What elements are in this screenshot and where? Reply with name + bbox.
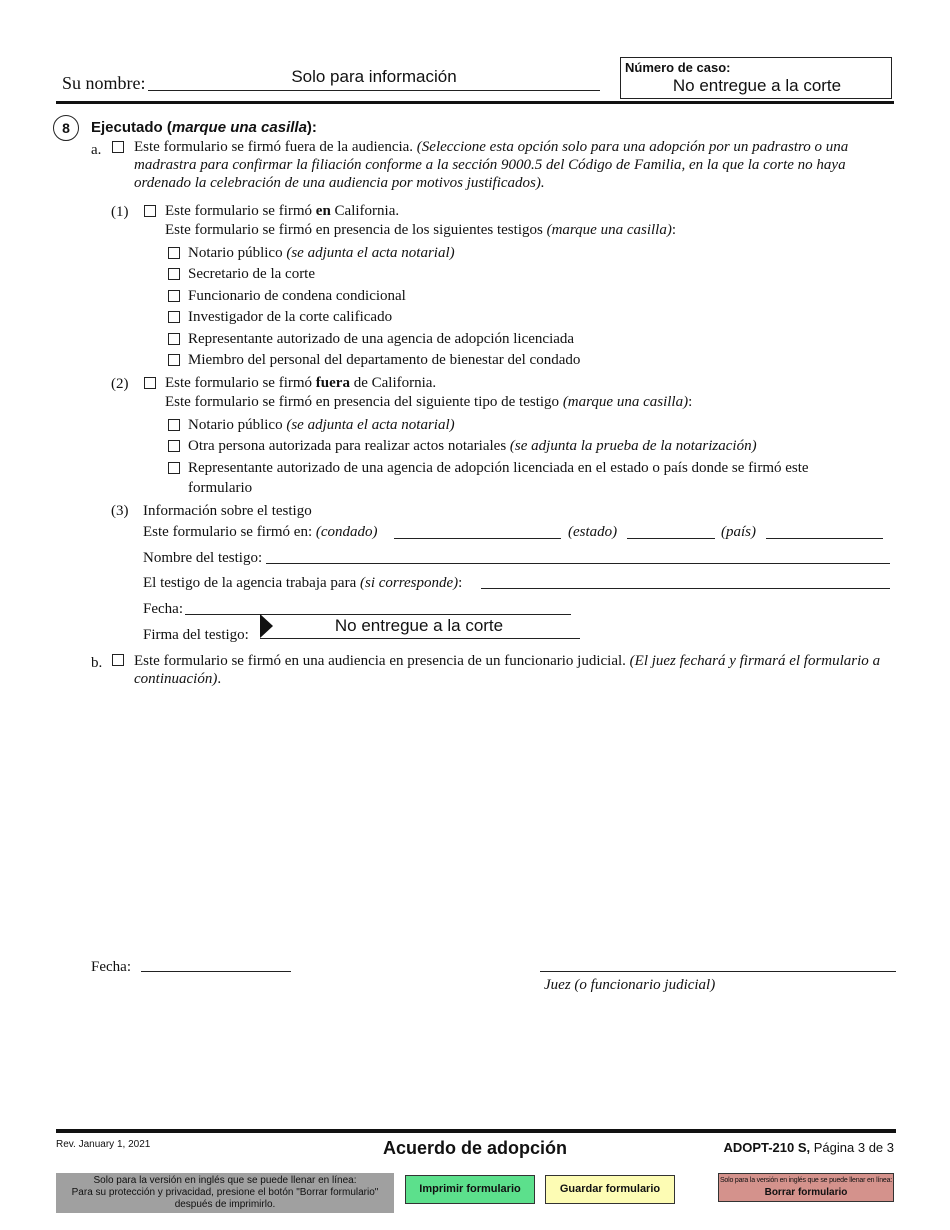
sub2-instruction: Este formulario se firmó en presencia del siguiente tipo de testigo (marque una casilla): — [165, 394, 693, 410]
sub1-number: (1) — [111, 204, 129, 220]
checkbox[interactable] — [168, 247, 180, 259]
sub2-option-other-notarial[interactable]: Otra persona autorizada para realizar actos notariales (se adjunta la prueba de la notarización) — [168, 437, 757, 455]
option-a-checkbox[interactable] — [112, 141, 124, 153]
sub2-option-agency-cont: formulario — [188, 480, 253, 496]
country-field[interactable] — [766, 538, 883, 539]
clear-form-label: Borrar formulario — [764, 1187, 848, 1198]
section-title: Ejecutado (marque una casilla): — [91, 119, 317, 136]
case-number-field[interactable]: No entregue a la corte — [672, 76, 842, 95]
section-number-circle — [53, 115, 79, 141]
footer-rule — [56, 1129, 896, 1133]
sub2-heading: Este formulario se firmó fuera de California. — [165, 375, 437, 391]
witness-signature-value: No entregue a la corte — [334, 616, 504, 635]
checkbox[interactable] — [168, 462, 180, 474]
sub3-title: Información sobre el testigo — [143, 503, 312, 519]
witness-signature-field[interactable] — [260, 638, 580, 639]
witness-name-label: Nombre del testigo: — [143, 550, 263, 566]
signed-in-label: Este formulario se firmó en: (condado) — [143, 524, 378, 540]
country-label: (país) — [721, 524, 756, 540]
sub1-option-clerk[interactable]: Secretario de la corte — [168, 265, 315, 283]
state-label: (estado) — [568, 524, 618, 540]
sub1-option-agency[interactable]: Representante autorizado de una agencia de adopción licenciada — [168, 330, 574, 348]
witness-date-field[interactable] — [185, 614, 571, 615]
checkbox[interactable] — [168, 311, 180, 323]
checkbox[interactable] — [168, 290, 180, 302]
case-number-label: Número de caso: — [625, 60, 731, 75]
sub2-option-notary[interactable]: Notario público (se adjunta el acta notarial) — [168, 416, 455, 434]
online-info-box: Solo para la versión en inglés que se puede llenar en línea: Para su protección y privacidad, presione el botón "Borrar formulario" después de imprimirlo. — [56, 1173, 394, 1213]
option-b-letter: b. — [91, 655, 103, 671]
agency-label: El testigo de la agencia trabaja para (si corresponde): — [143, 575, 463, 591]
option-a-letter: a. — [91, 142, 102, 158]
judge-signature-line[interactable] — [540, 971, 896, 972]
sub1-option-probation[interactable]: Funcionario de condena condicional — [168, 287, 406, 305]
state-field[interactable] — [627, 538, 715, 539]
witness-name-field[interactable] — [266, 563, 890, 564]
header-rule — [56, 101, 894, 104]
case-number-box — [620, 57, 892, 99]
county-field[interactable] — [394, 538, 561, 539]
clear-form-button[interactable] — [718, 1173, 894, 1202]
clear-form-note: Solo para la versión en inglés que se puede llenar en línea: — [719, 1177, 893, 1184]
option-b-text: Este formulario se firmó en una audiencia en presencia de un funcionario judicial. (El juez fechará y firmará el formulario a continuación). — [134, 653, 881, 687]
judge-date-field[interactable] — [141, 971, 291, 972]
form-title: Acuerdo de adopción — [382, 1138, 568, 1158]
checkbox[interactable] — [168, 268, 180, 280]
sub1-option-investigator[interactable]: Investigador de la corte calificado — [168, 308, 392, 326]
section-number: 8 — [62, 120, 70, 136]
checkbox[interactable] — [168, 354, 180, 366]
checkbox[interactable] — [168, 419, 180, 431]
sub1-instruction: Este formulario se firmó en presencia de los siguientes testigos (marque una casilla): — [165, 222, 677, 238]
sub3-number: (3) — [111, 503, 129, 519]
sub1-option-notary[interactable]: Notario público (se adjunta el acta notarial) — [168, 244, 455, 262]
checkbox[interactable] — [168, 440, 180, 452]
revision-date: Rev. January 1, 2021 — [56, 1139, 151, 1150]
form-id: ADOPT-210 S, Página 3 de 3 — [723, 1140, 894, 1155]
witness-date-label: Fecha: — [143, 601, 183, 617]
checkbox[interactable] — [168, 333, 180, 345]
sub1-heading: Este formulario se firmó en California. — [165, 203, 400, 219]
option-a-text: Este formulario se firmó fuera de la audiencia. (Seleccione esta opción solo para una adopción por un padrastro o una madrastra para confirmar la filiación conforme a la sección 9000.5 del Código de Familia, en la que la corte no haya ordenado la celebración de una audiencia por motivos justificados). — [134, 139, 849, 191]
print-form-button[interactable]: Imprimir formulario — [405, 1175, 535, 1204]
sub2-checkbox[interactable] — [144, 377, 156, 389]
sub1-checkbox[interactable] — [144, 205, 156, 217]
agency-field[interactable] — [481, 588, 890, 589]
sub2-option-agency[interactable]: Representante autorizado de una agencia de adopción licenciada en el estado o país donde se firmó este — [168, 459, 809, 477]
witness-signature-label: Firma del testigo: — [143, 627, 249, 643]
sub1-option-welfare[interactable]: Miembro del personal del departamento de bienestar del condado — [168, 351, 580, 369]
judge-date-label: Fecha: — [91, 959, 131, 975]
judge-signature-label: Juez (o funcionario judicial) — [544, 977, 716, 993]
save-form-button[interactable]: Guardar formulario — [545, 1175, 675, 1204]
name-underline — [148, 90, 600, 91]
option-b-checkbox[interactable] — [112, 654, 124, 666]
name-field[interactable]: Solo para información — [291, 67, 457, 86]
sub2-number: (2) — [111, 376, 129, 392]
name-label: Su nombre: — [62, 73, 146, 93]
